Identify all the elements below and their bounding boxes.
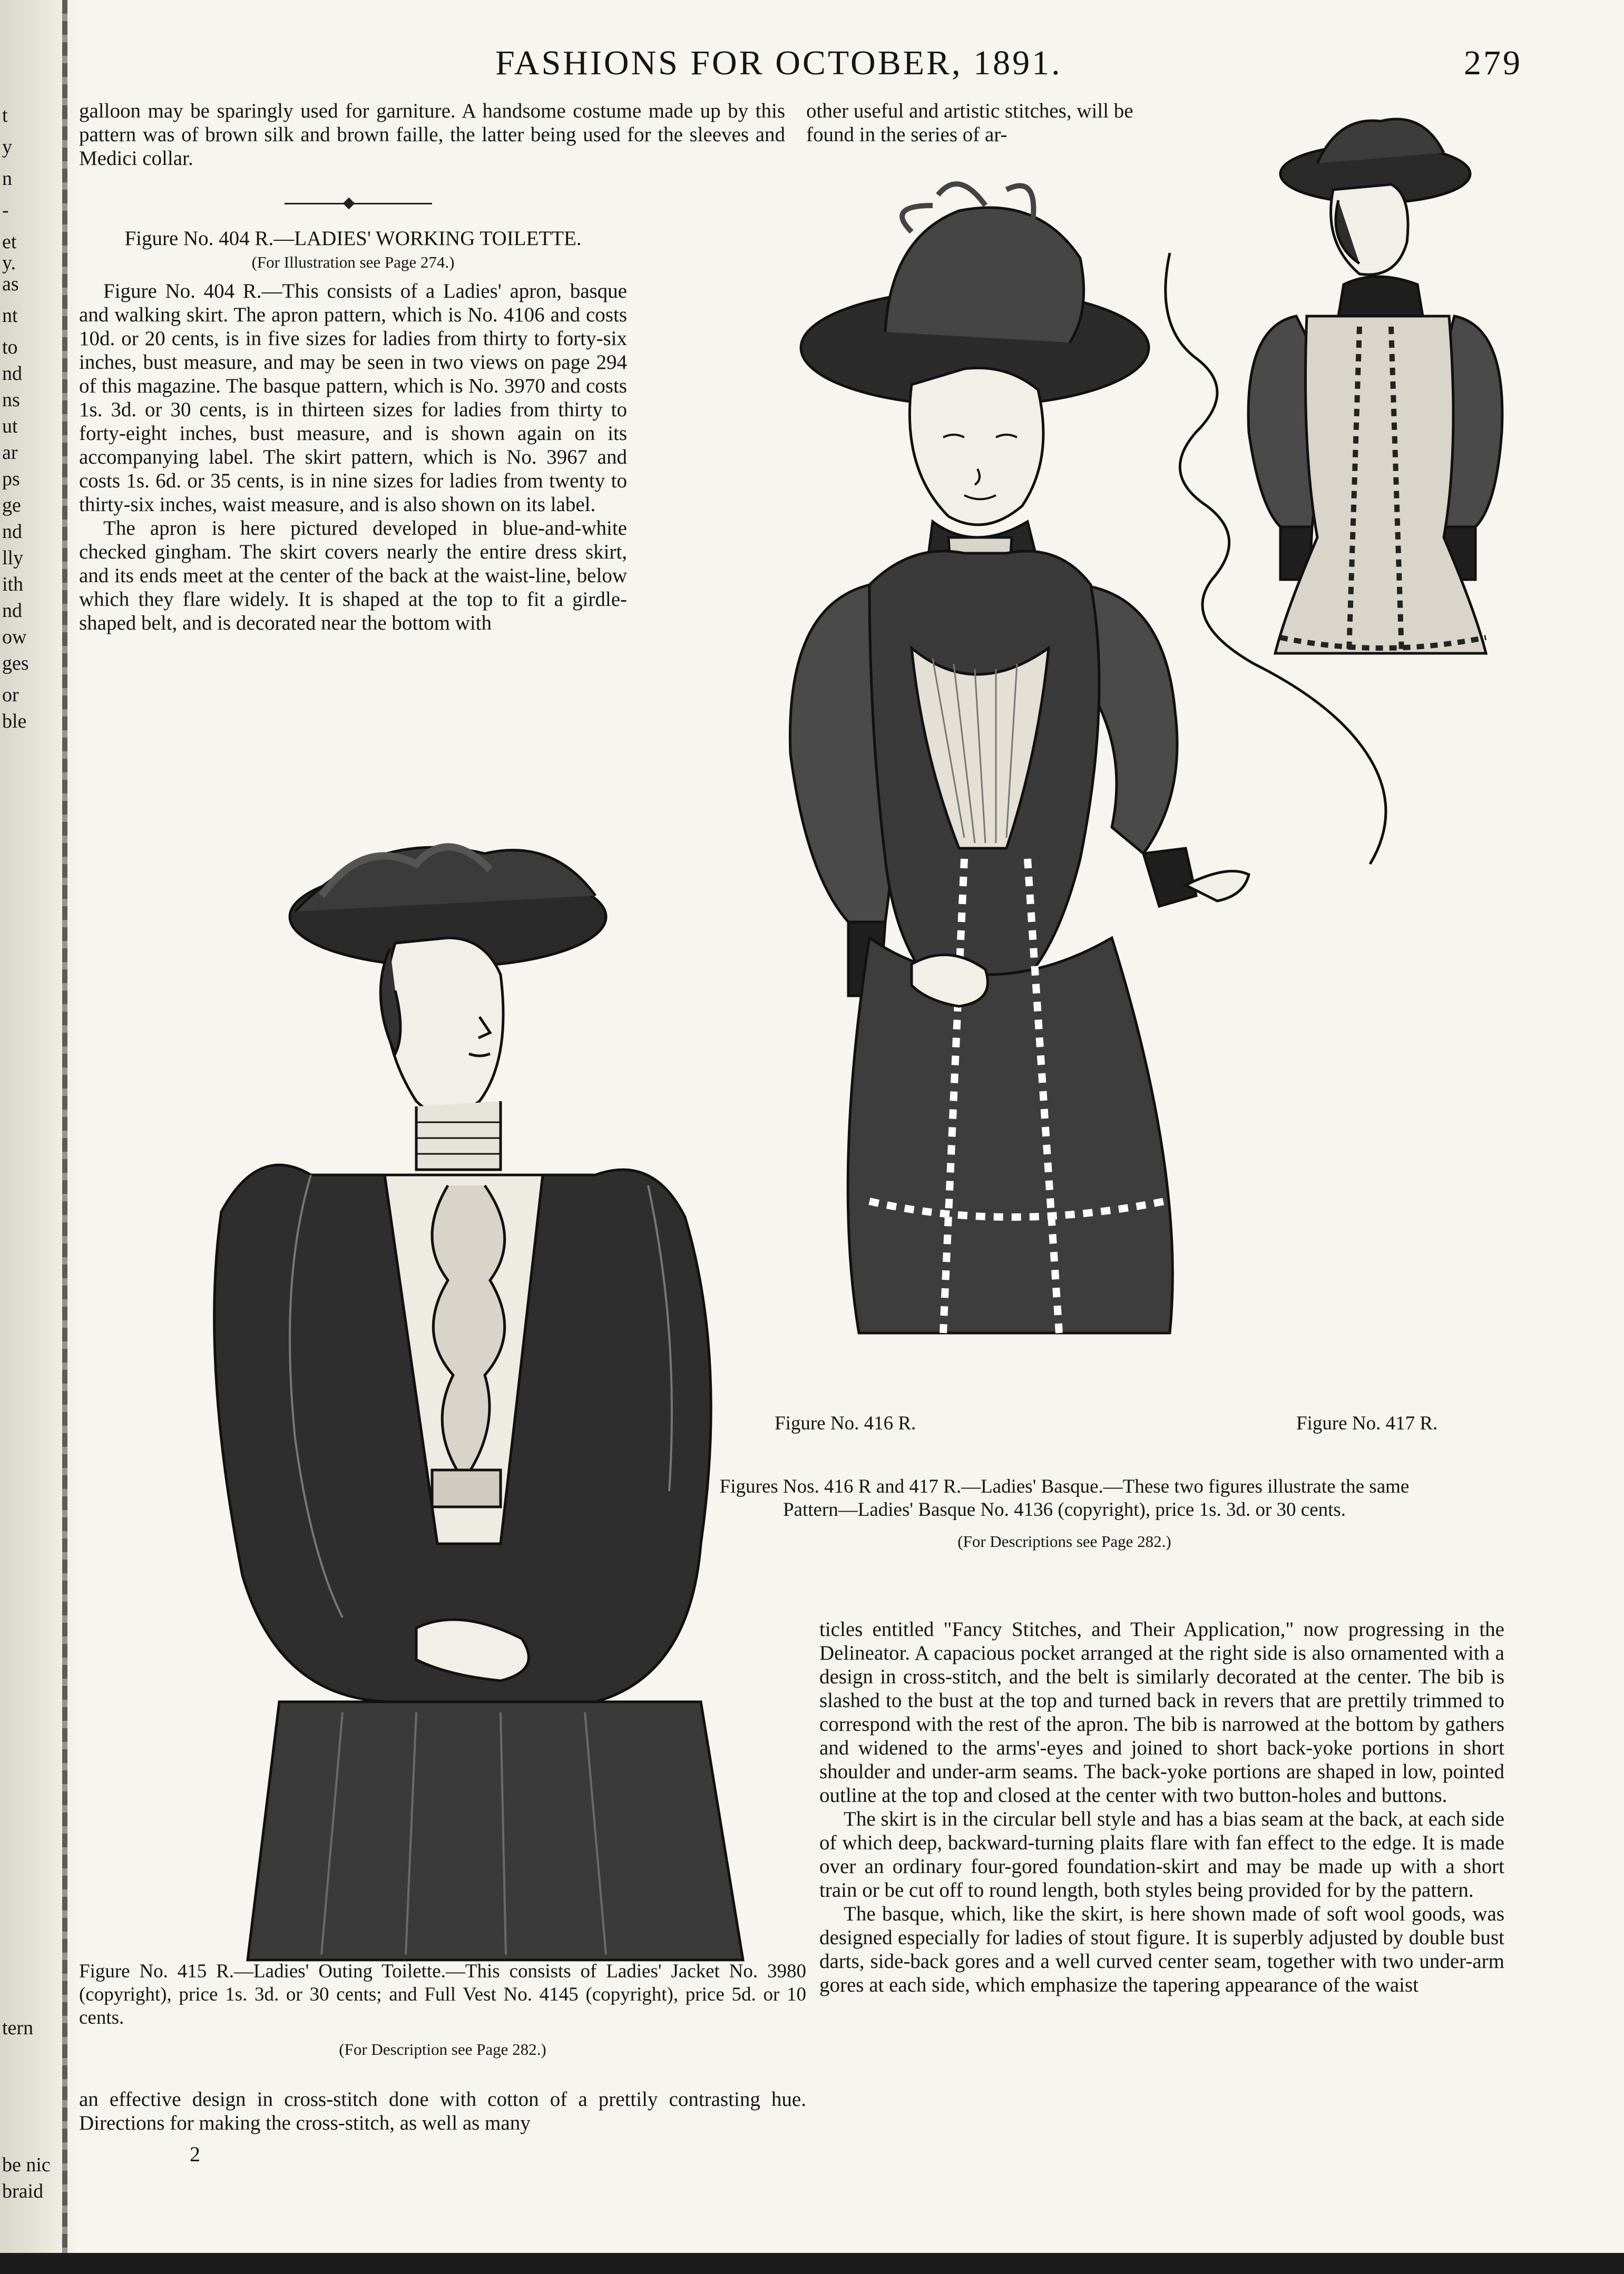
signature-mark: 2 [190,2142,200,2166]
gutter-fragment: et [2,231,17,253]
gutter-fragment: lly [2,547,24,569]
gutter-fragment: - [2,199,9,221]
bottom-left-paragraph: an effective design in cross-stitch done with cotton of a prettily contrasting hue. Directions for making the cross-stitch, as well as many [79,2088,806,2134]
gutter-fragment: ps [2,468,20,490]
gutter-fragment: t [2,104,8,126]
right-column-body [819,1618,1504,1997]
gutter-fragment: ar [2,442,18,464]
right-top-text [806,99,1149,146]
intro-paragraph: galloon may be sparingly used for garniture. A handsome costume made up by this pattern was of brown silk and brown faille, the latter being used for the sleeves and Medici collar. [79,100,785,170]
gutter-fragment: be nic [2,2154,51,2176]
section-heading: Figure No. 404 R.—LADIES' WORKING TOILETTE. [124,227,582,250]
right-paragraph-3: The basque, which, like the skirt, is here shown made of soft wool goods, was designed especially for ladies of stout figure. It is superbly adjusted by double bust darts, side-back gores and a well curved center seam, together with two under-arm gores at each side, which emphasize the tapering appearance of the waist [819,1903,1504,1996]
right-paragraph-2: The skirt is in the circular bell style and has a bias seam at the back, at each side of which deep, backward-turning plaits flare with fan effect to the edge. It is made over an ordinary four-gored foundation-skirt and may be made up with a short train or be cut off to round length, both styles being provided for by the pattern. [819,1808,1504,1901]
gutter-fragment: ble [2,710,27,732]
figure-415-reference: (For Description see Page 282.) [339,2040,546,2059]
gutter-fragment: as [2,273,19,295]
gutter-fragment: nd [2,521,22,543]
paragraph-404-1: Figure No. 404 R.—This consists of a Ladies' apron, basque and walking skirt. The apron pattern, which is No. 4106 and costs 10d. or 20 cents, is in five sizes for ladies from thirty to forty-six inches, bust measure, and may be seen in two views on page 294 of this magazine. The basque pattern, which is No. 3970 and costs 1s. 3d. or 30 cents, is in thirteen sizes for ladies from thirty to forty-eight inches, bust measure, and is shown again on its accompanying label. The skirt pattern, which is No. 3967 and costs 1s. 6d. or 35 cents, is in nine sizes for ladies from twenty to thirty-six inches, waist measure, and is also shown on its label. [79,280,627,516]
gutter-fragment: ge [2,494,21,516]
decorative-flourish [1149,253,1444,885]
gutter-fragment: y. [2,252,16,274]
gutter-fragment: nt [2,305,18,327]
gutter-fragment: ns [2,389,20,411]
gutter-fragment: braid [2,2180,44,2202]
gutter-fragment: nd [2,362,22,385]
figure-415-caption [79,1960,806,2061]
gutter-fragment: y [2,136,12,158]
gutter-fragment: or [2,684,19,706]
figures-416-417-caption-text: Figures Nos. 416 R and 417 R.—Ladies' Basque.—These two figures illustrate the same Pattern—Ladies' Basque No. 4136 (copyright), price 1s. 3d. or 30 cents. [719,1476,1410,1521]
divider-ornament [343,198,355,210]
gutter-fragment: nd [2,600,22,622]
gutter-fragment: ut [2,415,18,437]
binding-spine [62,0,67,2274]
right-paragraph-1: ticles entitled "Fancy Stitches, and Their Application," now progressing in the Delineator. A capacious pocket arranged at the right side is also ornamented with a design in cross-stitch, and the belt is similarly decorated at the center. The bib is slashed to the bust at the top and turned back in revers that are prettily trimmed to correspond with the rest of the apron. The bib is narrowed at the bottom by gathers and widened to the arms'-eyes and joined to short back-yoke portions in short shoulder and under-arm seams. The back-yoke portions are shaped in low, pointed outline at the top and closed at the center with two button-holes and buttons. [819,1618,1504,1807]
figure-415-caption-text: Figure No. 415 R.—Ladies' Outing Toilette.—This consists of Ladies' Jacket No. 3980 (copyright), price 1s. 3d. or 30 cents; and Full Vest No. 4145 (copyright), price 5d. or 10 cents. [79,1961,806,2028]
figure-416-label: Figure No. 416 R. [775,1413,916,1434]
left-column-bottom [79,2087,806,2135]
page-number: 279 [1464,44,1522,82]
left-column-body [79,227,627,635]
gutter-fragment: to [2,336,18,358]
page-title: FASHIONS FOR OCTOBER, 1891. [495,44,1062,82]
section-reference: (For Illustration see Page 274.) [251,253,455,271]
figures-416-417-reference: (For Descriptions see Page 282.) [957,1532,1171,1551]
section-divider [285,203,432,204]
gutter-fragment: ow [2,626,27,648]
gutter-fragment: ges [2,652,29,674]
gutter-fragment: tern [2,2017,34,2039]
right-top-paragraph: other useful and artistic stitches, will be found in the series of ar- [806,100,1133,146]
scan-bottom-edge [0,2253,1624,2274]
gutter-fragment: n [2,168,12,190]
gutter-fragment: ith [2,573,24,595]
figures-416-417-caption [717,1475,1412,1553]
figure-417-label: Figure No. 417 R. [1296,1413,1438,1434]
paragraph-404-2: The apron is here pictured developed in blue-and-white checked gingham. The skirt covers nearly the entire dress skirt, and its ends meet at the center of the back at the waist-line, below which they flare widely. It is shaped at the top to fit a girdle-shaped belt, and is decorated near the bottom with [79,517,627,634]
left-column-top [79,99,785,170]
